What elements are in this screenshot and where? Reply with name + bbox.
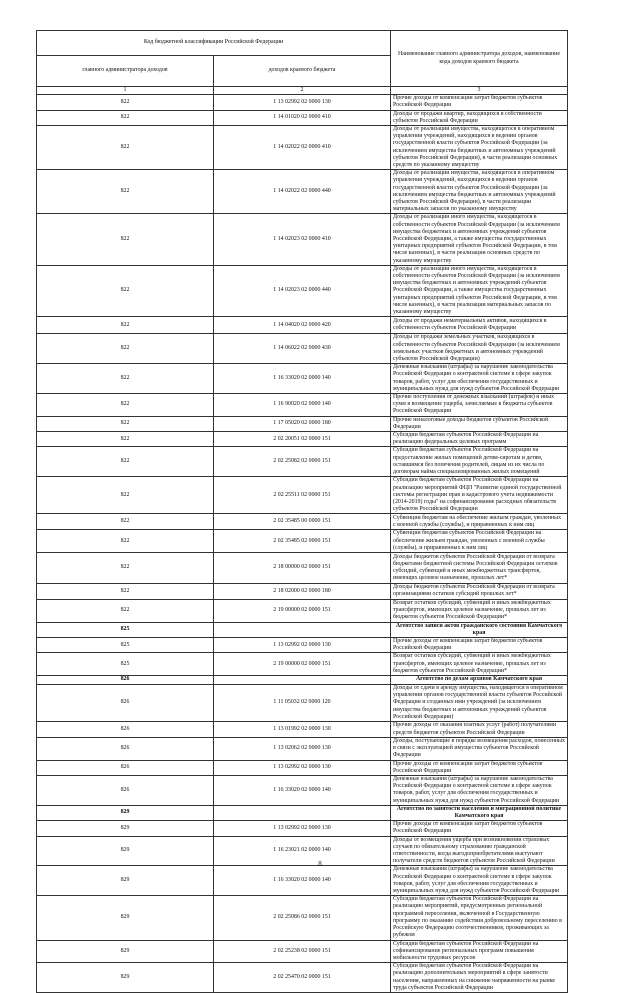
revenue-code-cell: 1 14 02022 02 0000 410 — [214, 126, 391, 170]
revenue-code-cell: 1 14 01020 02 0000 410 — [214, 110, 391, 125]
admin-code-cell: 822 — [37, 393, 214, 416]
revenue-name-cell: Прочие доходы от оказания платных услуг (работ) получателями средств бюджетов субъектов Российской Федерации — [391, 722, 568, 738]
revenue-code-cell: 2 02 25511 02 0000 151 — [214, 477, 391, 514]
admin-code-cell: 822 — [37, 552, 214, 583]
revenue-code-cell: 1 13 02062 02 0000 130 — [214, 738, 391, 761]
revenue-code-cell: 2 18 00000 02 0000 151 — [214, 552, 391, 583]
admin-code-cell: 822 — [37, 170, 214, 214]
admin-code-cell: 829 — [37, 896, 214, 940]
admin-code-cell: 822 — [37, 530, 214, 553]
admin-code-cell: 822 — [37, 514, 214, 530]
revenue-name-cell: Субвенции бюджетам субъектов Российской Федерации на обеспечение жильем граждан, уволенных с военной службы (службы), и приравненных к ним лиц — [391, 530, 568, 553]
column-number-1: 1 — [37, 87, 214, 95]
table-row — [37, 334, 568, 364]
revenue-name-cell: Доходы от продажи нематериальных активов, находящихся в собственности субъектов Российской Федерации — [391, 317, 568, 334]
revenue-name-cell: Возврат остатков субсидий, субвенций и иных межбюджетных трансфертов, имеющих целевое назначение, прошлых лет из бюджетов субъектов Российской Федерации* — [391, 599, 568, 622]
revenue-name-cell: Прочие доходы от компенсации затрат бюджетов субъектов Российской Федерации — [391, 637, 568, 652]
revenue-name-cell: Доходы от реализации имущества, находящегося в оперативном управлении учреждений, находящихся в ведении органов государственной власти субъектов Российской Федерации (за исключением имущества бюджетных и автономных учреждений субъектов Российской Федерации), в части реализации основных средств по указанному имуществу — [391, 126, 568, 170]
admin-code-cell: 829 — [37, 963, 214, 993]
page-number: 8 — [318, 860, 322, 868]
revenue-name-cell: Доходы от сдачи в аренду имущества, находящегося в оперативном управлении органов государственной власти субъектов Российской Федерации и созданных ими учреждений (за исключением имущества бюджетных и автономных учреждений субъектов Российской Федерации) — [391, 685, 568, 722]
revenue-name-cell: Прочие доходы от компенсации затрат бюджетов субъектов Российской Федерации — [391, 95, 568, 110]
table-row — [37, 530, 568, 553]
admin-code-cell: 822 — [37, 447, 214, 477]
revenue-name-cell: Возврат остатков субсидий, субвенций и иных межбюджетных трансфертов, имеющих целевое назначение, прошлых лет из бюджетов субъектов Российской Федерации* — [391, 653, 568, 676]
admin-code-cell: 822 — [37, 416, 214, 431]
revenue-code-cell: 1 16 90020 02 0000 140 — [214, 393, 391, 416]
table-row — [37, 760, 568, 775]
table-row — [37, 583, 568, 599]
admin-code-cell: 822 — [37, 265, 214, 316]
admin-code-cell: 822 — [37, 477, 214, 514]
admin-code-cell: 822 — [37, 126, 214, 170]
revenue-name-cell: Субсидии бюджетам субъектов Российской Федерации на реализацию федеральных целевых программ — [391, 431, 568, 446]
table-row — [37, 364, 568, 394]
admin-code-cell: 825 — [37, 653, 214, 676]
revenue-code-cell: 1 16 23021 02 0000 140 — [214, 836, 391, 866]
revenue-code-cell: 1 14 02023 02 0000 410 — [214, 214, 391, 265]
admin-code-cell: 822 — [37, 95, 214, 110]
table-row — [37, 776, 568, 806]
section-title-cell: Агентство по занятости населения и миграционной политике Камчатского края — [391, 805, 568, 820]
table-row — [37, 552, 568, 583]
admin-code-cell: 829 — [37, 821, 214, 836]
header-revenue-column: доходов краевого бюджета — [214, 56, 391, 87]
table-row — [37, 447, 568, 477]
revenue-code-cell: 1 16 33020 02 0000 140 — [214, 776, 391, 806]
budget-classification-table — [36, 30, 568, 993]
revenue-code-cell: 2 02 35485 02 0000 151 — [214, 530, 391, 553]
revenue-code-cell: 2 18 02000 02 0000 180 — [214, 583, 391, 599]
revenue-code-cell: 2 02 35485 00 0000 151 — [214, 514, 391, 530]
table-row — [37, 317, 568, 334]
revenue-code-cell: 2 19 00000 02 0000 151 — [214, 599, 391, 622]
table-row — [37, 637, 568, 652]
admin-code-cell: 829 — [37, 805, 214, 820]
table-row — [37, 514, 568, 530]
revenue-name-cell: Денежные взыскания (штрафы) за нарушение законодательства Российской Федерации о контрактной системе в сфере закупок товаров, работ, услуг для обеспечения государственных и муниципальных нужд для нужд субъектов Российской Федерации — [391, 776, 568, 806]
table-row — [37, 214, 568, 265]
table-row — [37, 866, 568, 896]
revenue-code-cell: 2 02 20051 02 0000 151 — [214, 431, 391, 446]
admin-code-cell: 826 — [37, 685, 214, 722]
admin-code-cell: 829 — [37, 836, 214, 866]
section-header-row — [37, 622, 568, 637]
revenue-name-cell: Доходы бюджетов субъектов Российской Федерации от возврата организациями остатков субсидий прошлых лет* — [391, 583, 568, 599]
admin-code-cell: 829 — [37, 866, 214, 896]
revenue-code-cell: 1 11 05032 02 0000 120 — [214, 685, 391, 722]
revenue-name-cell: Денежные взыскания (штрафы) за нарушение законодательства Российской Федерации о контрактной системе в сфере закупок товаров, работ, услуг для обеспечения государственных и муниципальных нужд для нужд субъектов Российской Федерации — [391, 866, 568, 896]
column-number-2: 2 — [214, 87, 391, 95]
revenue-name-cell: Субсидии бюджетам субъектов Российской Федерации на реализацию мероприятий, предусмотренных региональной программой переселения, включенной в Государственную программу по оказанию содействия добровольному переселению в Российскую Федерацию соотечественников, проживающих за рубежом — [391, 896, 568, 940]
admin-code-cell: 826 — [37, 722, 214, 738]
admin-code-cell: 829 — [37, 940, 214, 963]
table-row — [37, 599, 568, 622]
revenue-code-cell: 1 13 02992 02 0000 130 — [214, 95, 391, 110]
table-row — [37, 653, 568, 676]
table-row — [37, 896, 568, 940]
revenue-code-cell — [214, 622, 391, 637]
table-row — [37, 477, 568, 514]
revenue-name-cell: Субсидии бюджетам субъектов Российской Федерации на реализацию дополнительных мероприятий в сфере занятости населения, направленных на снижение напряженности на рынке труда субъектов Российской Федерации — [391, 963, 568, 993]
revenue-code-cell: 1 13 02992 02 0000 130 — [214, 760, 391, 775]
revenue-code-cell: 1 13 01992 02 0000 130 — [214, 722, 391, 738]
revenue-code-cell: 1 16 33020 02 0000 140 — [214, 364, 391, 394]
revenue-name-cell: Доходы от реализации имущества, находящегося в оперативном управлении учреждений, находящихся в ведении органов государственной власти субъектов Российской Федерации (за исключением имущества бюджетных и автономных учреждений субъектов Российской Федерации), в части реализации материальных запасов по указанному имуществу — [391, 170, 568, 214]
revenue-code-cell: 2 02 25082 02 0000 151 — [214, 447, 391, 477]
table-body — [37, 31, 568, 993]
table-header-row — [37, 31, 568, 56]
admin-code-cell: 822 — [37, 214, 214, 265]
table-row — [37, 265, 568, 316]
revenue-code-cell: 1 14 04020 02 0000 420 — [214, 317, 391, 334]
admin-code-cell: 822 — [37, 583, 214, 599]
revenue-name-cell: Субсидии бюджетам субъектов Российской Федерации на софинансирование региональных программ повышения мобильности трудовых ресурсов — [391, 940, 568, 963]
revenue-name-cell: Доходы от продажи земельных участков, находящихся в собственности субъектов Российской Федерации (за исключением земельных участков бюджетных и автономных учреждений субъектов Российской Федерации) — [391, 334, 568, 364]
table-row — [37, 170, 568, 214]
section-title-cell: Агентство записи актов гражданского состояния Камчатского края — [391, 622, 568, 637]
revenue-code-cell — [214, 676, 391, 685]
revenue-name-cell: Прочие неналоговые доходы бюджетов субъектов Российской Федерации — [391, 416, 568, 431]
table-row — [37, 126, 568, 170]
revenue-code-cell: 2 02 25238 02 0000 151 — [214, 940, 391, 963]
revenue-code-cell — [214, 805, 391, 820]
admin-code-cell: 825 — [37, 622, 214, 637]
table-row — [37, 110, 568, 125]
revenue-code-cell: 1 17 05020 02 0000 180 — [214, 416, 391, 431]
revenue-code-cell: 1 13 02992 02 0000 130 — [214, 821, 391, 836]
admin-code-cell: 822 — [37, 110, 214, 125]
revenue-code-cell: 2 02 25470 02 0000 151 — [214, 963, 391, 993]
revenue-name-cell: Доходы от продажи квартир, находящихся в собственности субъектов Российской Федерации — [391, 110, 568, 125]
table-row — [37, 722, 568, 738]
admin-code-cell: 822 — [37, 334, 214, 364]
table-row — [37, 963, 568, 993]
header-admin-column: главного администратора доходов — [37, 56, 214, 87]
revenue-code-cell: 1 13 02992 02 0000 130 — [214, 637, 391, 652]
revenue-name-cell: Доходы бюджетов субъектов Российской Федерации от возврата бюджетами бюджетной системы Российской Федерации остатков субсидий, субвенций и иных межбюджетных трансфертов, имеющих целевое назначение, прошлых лет* — [391, 552, 568, 583]
revenue-name-cell: Денежные взыскания (штрафы) за нарушение законодательства Российской Федерации о контрактной системе в сфере закупок товаров, работ, услуг для обеспечения государственных и муниципальных нужд для нужд субъектов Российской Федерации — [391, 364, 568, 394]
column-number-3: 3 — [391, 87, 568, 95]
admin-code-cell: 826 — [37, 776, 214, 806]
table-row — [37, 393, 568, 416]
section-header-row — [37, 676, 568, 685]
revenue-name-cell: Доходы от возмещения ущерба при возникновении страховых случаев по обязательному страхованию гражданской ответственности, когда выгодоприобретателями выступают получатели средств бюджетов субъектов Российской Федерации — [391, 836, 568, 866]
admin-code-cell: 822 — [37, 364, 214, 394]
column-number-row — [37, 87, 568, 95]
revenue-name-cell: Субсидии бюджетам субъектов Российской Федерации на предоставление жилых помещений детям-сиротам и детям, оставшимся без попечения родителей, лицам из их числа по договорам найма специализированных жилых помещений — [391, 447, 568, 477]
admin-code-cell: 826 — [37, 676, 214, 685]
table-row — [37, 738, 568, 761]
revenue-name-cell: Доходы от реализации иного имущества, находящегося в собственности субъектов Российской Федерации (за исключением имущества бюджетных и автономных учреждений субъектов Российской Федерации, а также имущества государственных унитарных предприятий субъектов Российской Федерации, в том числе казенных), в части реализации основных средств по указанному имуществу — [391, 214, 568, 265]
admin-code-cell: 826 — [37, 738, 214, 761]
revenue-code-cell: 1 14 02022 02 0000 440 — [214, 170, 391, 214]
section-title-cell: Агентство по делам архивов Камчатского края — [391, 676, 568, 685]
revenue-name-cell: Субсидии бюджетам субъектов Российской Федерации на реализацию мероприятий ФЦП "Развитие единой государственной системы регистрации прав и кадастрового учета недвижимости (2014-2019) годы" на софинансирование расходных обязательств субъектов Российской Федерации — [391, 477, 568, 514]
table-row — [37, 95, 568, 110]
revenue-name-cell: Прочие доходы от компенсации затрат бюджетов субъектов Российской Федерации — [391, 821, 568, 836]
revenue-code-cell: 1 14 02023 02 0000 440 — [214, 265, 391, 316]
admin-code-cell: 822 — [37, 599, 214, 622]
table-row — [37, 431, 568, 446]
revenue-code-cell: 1 16 33020 02 0000 140 — [214, 866, 391, 896]
revenue-name-cell: Субвенции бюджетам на обеспечение жильем граждан, уволенных с военной службы (службы), и приравненных к ним лиц — [391, 514, 568, 530]
admin-code-cell: 826 — [37, 760, 214, 775]
admin-code-cell: 822 — [37, 431, 214, 446]
table-row — [37, 940, 568, 963]
revenue-name-cell: Прочие доходы от компенсации затрат бюджетов субъектов Российской Федерации — [391, 760, 568, 775]
table-row — [37, 416, 568, 431]
section-header-row — [37, 805, 568, 820]
revenue-name-cell: Прочие поступления от денежных взысканий (штрафов) и иных сумм в возмещение ущерба, зачисляемые в бюджеты субъектов Российской Федерации — [391, 393, 568, 416]
table-row — [37, 821, 568, 836]
table-row — [37, 685, 568, 722]
revenue-name-cell: Доходы от реализации иного имущества, находящегося в собственности субъектов Российской Федерации (за исключением имущества бюджетных и автономных учреждений субъектов Российской Федерации, а также имущества государственных унитарных предприятий субъектов Российской Федерации, в том числе казенных), в части реализации материальных запасов по указанному имуществу — [391, 265, 568, 316]
admin-code-cell: 822 — [37, 317, 214, 334]
admin-code-cell: 825 — [37, 637, 214, 652]
header-group-title: Код бюджетной классификации Российской Федерации — [37, 31, 391, 56]
revenue-code-cell: 2 19 00000 02 0000 151 — [214, 653, 391, 676]
revenue-code-cell: 2 02 25086 02 0000 151 — [214, 896, 391, 940]
revenue-name-cell: Доходы, поступающие в порядке возмещения расходов, понесенных в связи с эксплуатацией имущества субъектов Российской Федерации — [391, 738, 568, 761]
header-name-column: Наименование главного администратора доходов, наименование кода доходов краевого бюджета — [391, 31, 568, 87]
revenue-code-cell: 1 14 06022 02 0000 430 — [214, 334, 391, 364]
